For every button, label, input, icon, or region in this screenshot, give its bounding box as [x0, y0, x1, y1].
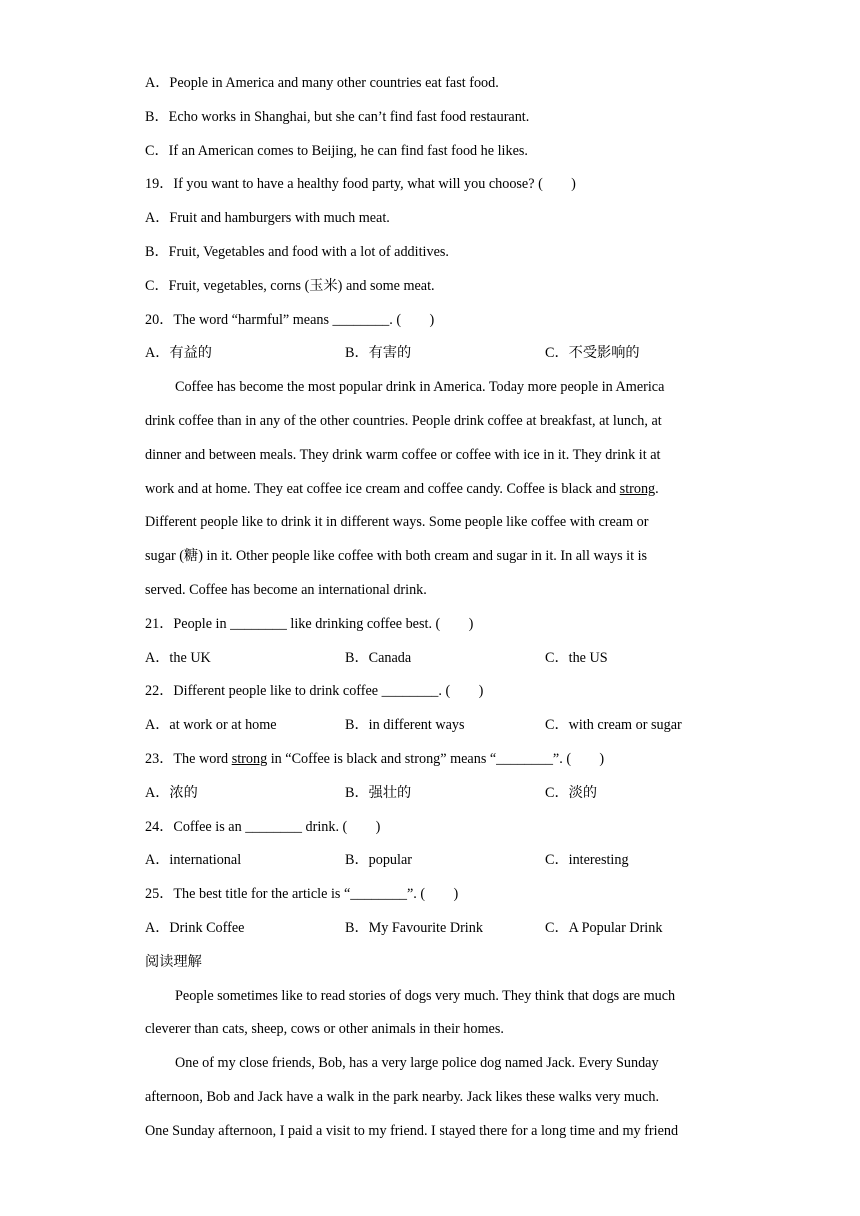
q19-option-b: B．Fruit, Vegetables and food with a lot of additives. — [145, 244, 449, 260]
q21-option-b: B．Canada — [345, 650, 412, 666]
coffee-passage-text: work and at home. They eat coffee ice cream and coffee candy. Coffee is black and — [145, 481, 620, 497]
q19-option-a: A．Fruit and hamburgers with much meat. — [145, 210, 390, 226]
coffee-passage-line: drink coffee than in any of the other countries. People drink coffee at breakfast, at lunch, at — [145, 413, 662, 429]
q24-stem: 24．Coffee is an ________ drink. ( ) — [145, 819, 381, 835]
q24-option-a: A．international — [145, 852, 242, 868]
q19-stem: 19．If you want to have a healthy food party, what will you choose? ( ) — [145, 176, 576, 192]
coffee-passage-text: . — [655, 481, 659, 497]
q24-option-c: C．interesting — [545, 852, 629, 868]
dogs-passage-line: One Sunday afternoon, I paid a visit to my friend. I stayed there for a long time and my friend — [145, 1123, 679, 1139]
q23-option-b: B．强壮的 — [345, 785, 412, 801]
coffee-passage-line: dinner and between meals. They drink warm coffee or coffee with ice in it. They drink it at — [145, 447, 661, 463]
dogs-passage-line: afternoon, Bob and Jack have a walk in the park nearby. Jack likes these walks very much. — [145, 1089, 659, 1105]
q18-option-b: B．Echo works in Shanghai, but she can’t find fast food restaurant. — [145, 109, 530, 125]
q22-option-a: A．at work or at home — [145, 717, 277, 733]
q25-option-a: A．Drink Coffee — [145, 920, 245, 936]
q23-stem — [145, 749, 604, 769]
coffee-passage-line — [145, 479, 659, 499]
q22-option-c: C．with cream or sugar — [545, 717, 682, 733]
q23-option-c: C．淡的 — [545, 785, 598, 801]
q23-stem-text: in “Coffee is black and strong” means “________”. ( ) — [267, 751, 605, 767]
coffee-passage-line: served. Coffee has become an international drink. — [145, 582, 427, 598]
underlined-word-strong: strong — [619, 481, 656, 497]
q19-option-c: C．Fruit, vegetables, corns (玉米) and some meat. — [145, 278, 435, 294]
q20-option-b: B．有害的 — [345, 345, 412, 361]
coffee-passage-line: Coffee has become the most popular drink in America. Today more people in America — [175, 379, 665, 395]
coffee-passage-line: Different people like to drink it in different ways. Some people like coffee with cream or — [145, 514, 649, 530]
q23-option-a: A．浓的 — [145, 785, 198, 801]
dogs-passage-line: People sometimes like to read stories of dogs very much. They think that dogs are much — [175, 988, 676, 1004]
q23-stem-text: 23．The word — [145, 751, 232, 767]
q25-option-c: C．A Popular Drink — [545, 920, 663, 936]
coffee-passage-line: sugar (糖) in it. Other people like coffee with both cream and sugar in it. In all ways it is — [145, 548, 648, 564]
q21-stem: 21．People in ________ like drinking coffee best. ( ) — [145, 616, 474, 632]
q21-option-a: A．the UK — [145, 650, 211, 666]
q20-stem: 20．The word “harmful” means ________. ( ) — [145, 312, 435, 328]
q18-option-a: A．People in America and many other countries eat fast food. — [145, 75, 499, 91]
dogs-passage-line: cleverer than cats, sheep, cows or other animals in their homes. — [145, 1021, 504, 1037]
q22-stem: 22．Different people like to drink coffee ________. ( ) — [145, 683, 484, 699]
dogs-passage-line: One of my close friends, Bob, has a very large police dog named Jack. Every Sunday — [175, 1055, 659, 1071]
q20-option-a: A．有益的 — [145, 345, 212, 361]
underlined-word-strong: strong — [231, 751, 268, 767]
q22-option-b: B．in different ways — [345, 717, 465, 733]
q25-option-b: B．My Favourite Drink — [345, 920, 483, 936]
q21-option-c: C．the US — [545, 650, 608, 666]
q20-option-c: C．不受影响的 — [545, 345, 640, 361]
section-heading: 阅读理解 — [145, 954, 202, 970]
q25-stem: 25．The best title for the article is “________”. ( ) — [145, 886, 459, 902]
q18-option-c: C．If an American comes to Beijing, he can find fast food he likes. — [145, 143, 528, 159]
q24-option-b: B．popular — [345, 852, 412, 868]
